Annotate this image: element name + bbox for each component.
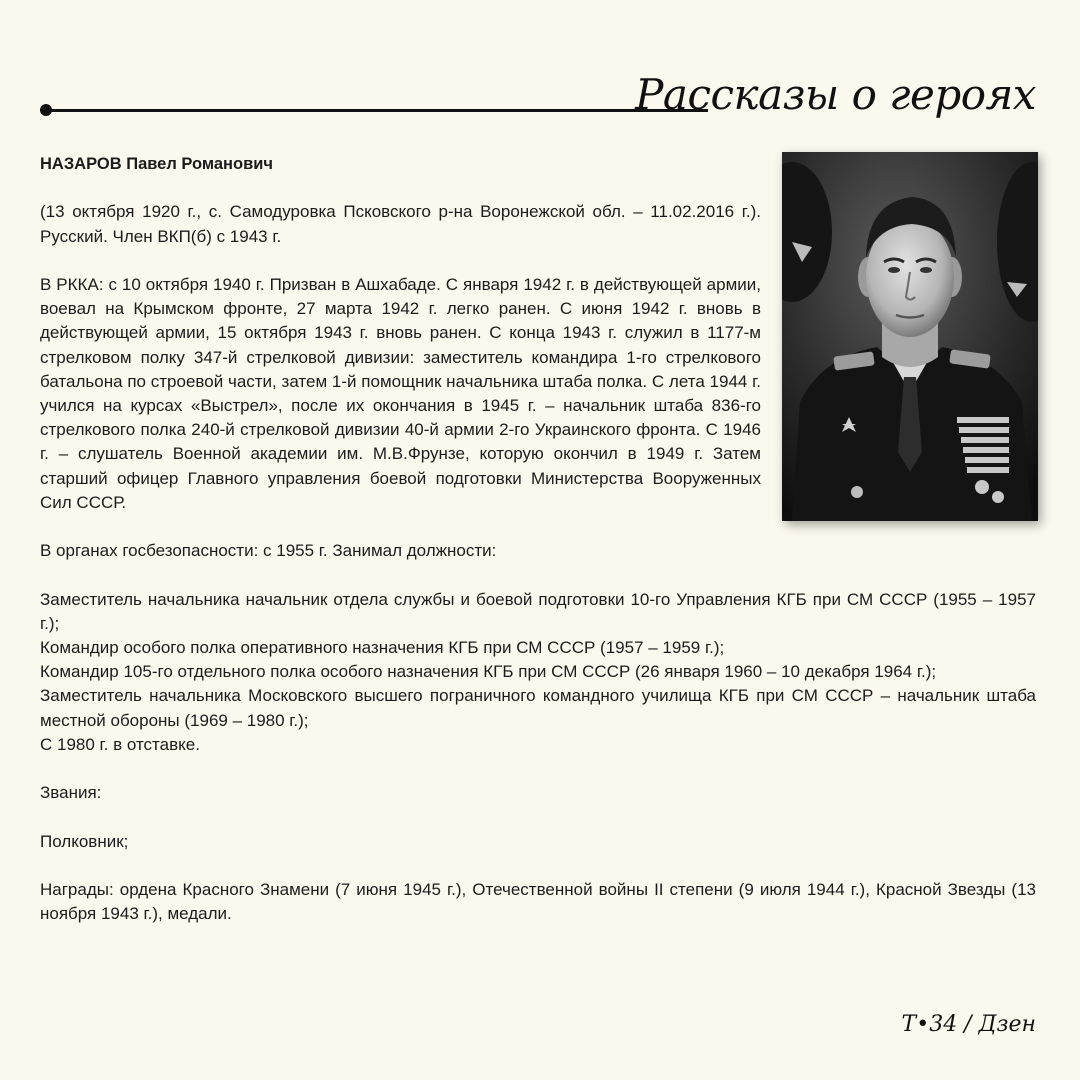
page-title: Рассказы о героях bbox=[635, 70, 1036, 119]
position-item: С 1980 г. в отставке. bbox=[40, 734, 200, 754]
header-divider bbox=[40, 104, 708, 116]
ranks-label: Звания: bbox=[40, 783, 102, 803]
source-credit: Т•34 / Дзен bbox=[901, 1012, 1036, 1037]
position-item: Командир 105-го отдельного полка особого назначения КГБ при СМ СССР (26 января 1960 – 10 декабря 1964 г.); bbox=[40, 662, 937, 682]
article-body bbox=[40, 152, 1036, 926]
hero-bio: (13 октября 1920 г., с. Самодуровка Псковского р-на Воронежской обл. – 11.02.2016 г.). Русский. Член ВКП(б) с 1943 г. bbox=[40, 202, 761, 246]
position-item: Командир особого полка оперативного назначения КГБ при СМ СССР (1957 – 1959 г.); bbox=[40, 638, 725, 657]
hero-kgb-intro: В органах госбезопасности: с 1955 г. Занимал должности: bbox=[40, 541, 497, 561]
position-item: Заместитель начальника Московского высшего пограничного командного училища КГБ при СМ СССР – начальник штаба местной обороны (1969 – 1980 г.); bbox=[40, 686, 1036, 730]
position-item: Заместитель начальника начальник отдела службы и боевой подготовки 10-го Управления КГБ при СМ СССР (1955 – 1957 г.); bbox=[40, 589, 1036, 633]
rank-value: Полковник; bbox=[40, 831, 129, 851]
divider-line bbox=[46, 109, 708, 112]
awards-text: Награды: ордена Красного Знамени (7 июня 1945 г.), Отечественной войны II степени (9 июля 1944 г.), Красной Звезды (13 ноября 1943 г.), медали. bbox=[40, 879, 1036, 924]
hero-rkka-service: В РККА: с 10 октября 1940 г. Призван в Ашхабаде. С января 1942 г. в действующей армии, воевал на Крымском фронте, 27 марта 1942 г. легко ранен. С июня 1942 г. вновь в действующей армии, 15 октября 1943 г. вновь ранен. С конца 1943 г. служил в 1177-м стрелковом полку 347-й стрелковой дивизии: заместитель командира 1-го стрелкового батальона по строевой части, затем 1-й помощник начальника штаба полка. С лета 1944 г. учился на курсах «Выстрел», после их окончания в 1945 г. – начальник штаба 836-го стрелкового полка 240-й стрелковой дивизии 40-й армии 2-го Украинского фронта. С 1946 г. – слушатель Военной академии им. М.В.Фрунзе, которую окончил в 1949 г. Затем старший офицер Главного управления боевой подготовки Министерства Вооруженных Сил СССР. bbox=[40, 274, 761, 512]
hero-name: НАЗАРОВ Павел Романович bbox=[40, 155, 273, 173]
